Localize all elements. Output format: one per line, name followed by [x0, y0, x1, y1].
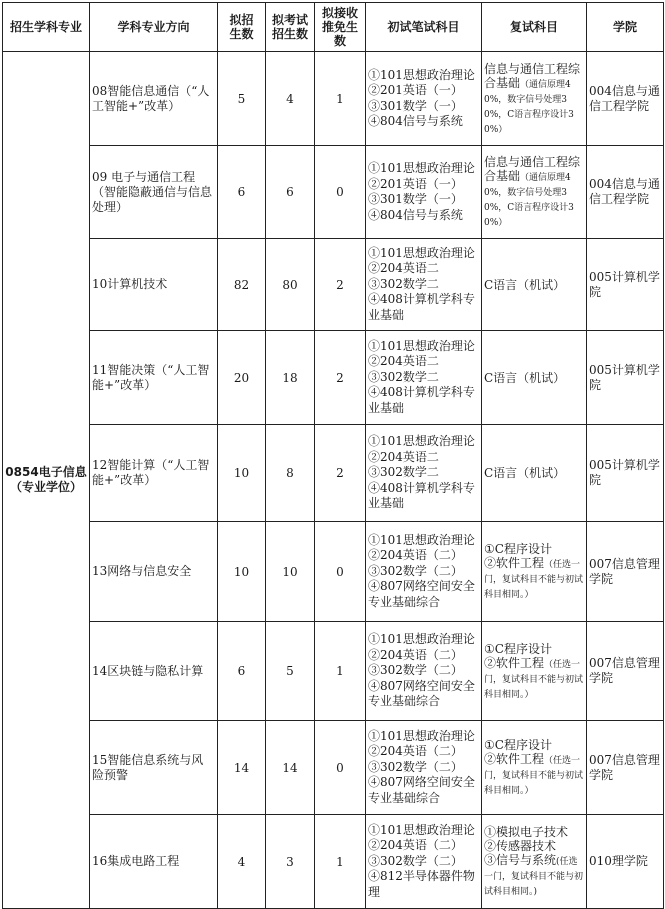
exempt-quota-cell: 2	[315, 425, 366, 522]
retest-cell	[482, 239, 587, 331]
school-cell: 004信息与通信工程学院	[587, 52, 664, 146]
exam-quota-cell: 4	[266, 52, 315, 146]
exam-quota-cell: 80	[266, 239, 315, 331]
retest-note: （通信原理40%，数字信号处理30%，C语言程序设计30%）	[484, 79, 574, 135]
table-row	[3, 239, 664, 331]
exempt-quota-cell: 2	[315, 239, 366, 331]
written-subject: ④807网络空间安全专业基础综合	[368, 775, 475, 805]
written-subjects-cell	[366, 146, 482, 239]
table-row	[3, 522, 664, 622]
school-cell: 010理学院	[587, 815, 664, 909]
school-cell: 007信息管理学院	[587, 522, 664, 622]
retest-note: （任选一门，复试科目不能与初试科目相同。）	[484, 756, 584, 796]
retest-note: （通信原理40%，数字信号处理30%，C语言程序设计30%）	[484, 173, 574, 228]
written-subject: ④812半导体器件物理	[368, 869, 475, 899]
written-subject: ①101思想政治理论	[368, 434, 475, 449]
header-written: 初试笔试科目	[366, 3, 482, 52]
header-major: 招生学科专业	[3, 3, 90, 52]
retest-subject: C语言（机试）	[484, 466, 566, 480]
written-subjects-cell	[366, 52, 482, 146]
retest-subject: 信息与通信工程综合基础	[484, 155, 581, 183]
written-subject: ①101思想政治理论	[368, 532, 475, 547]
retest-cell	[482, 52, 587, 146]
exempt-quota-cell: 2	[315, 331, 366, 425]
written-subject: ④804信号与系统	[368, 207, 463, 222]
retest-note: (任选一门，复试科目不能与初试科目相同。)	[484, 857, 584, 897]
written-subject: ④807网络空间安全专业基础综合	[368, 579, 475, 609]
written-subject: ③302数学二	[368, 276, 439, 291]
written-subject: ③302数学（二）	[368, 563, 463, 578]
written-subject: ④804信号与系统	[368, 114, 463, 128]
table-row	[3, 425, 664, 522]
retest-cell	[482, 721, 587, 815]
written-subject: ②201英语（一）	[368, 83, 463, 97]
exempt-quota-cell: 1	[315, 815, 366, 909]
written-subjects-cell	[366, 721, 482, 815]
retest-cell	[482, 622, 587, 721]
table-row	[3, 331, 664, 425]
header-school: 学院	[587, 3, 664, 52]
school-cell: 007信息管理学院	[587, 721, 664, 815]
direction-cell: 15智能信息系统与风险预警	[90, 721, 218, 815]
written-subject: ③302数学（二）	[368, 759, 463, 774]
planned-cell: 6	[218, 146, 266, 239]
header-exempt-quota: 拟接收 推免生 数	[315, 3, 366, 52]
retest-subject: 信息与通信工程综合基础	[484, 61, 581, 90]
planned-cell: 10	[218, 425, 266, 522]
school-cell: 005计算机学院	[587, 425, 664, 522]
retest-cell	[482, 146, 587, 239]
written-subject: ①101思想政治理论	[368, 161, 475, 175]
exam-quota-cell: 18	[266, 331, 315, 425]
table-body	[3, 52, 664, 909]
written-subject: ③302数学二	[368, 369, 439, 384]
written-subject: ②204英语（二）	[368, 647, 463, 662]
written-subject: ③302数学（二）	[368, 853, 463, 868]
admissions-table	[2, 2, 664, 909]
written-subjects-cell	[366, 815, 482, 909]
retest-subject: ①模拟电子技术 ②传感器技术 ③信号与系统	[484, 825, 569, 867]
planned-cell: 5	[218, 52, 266, 146]
direction-cell: 10计算机技术	[90, 239, 218, 331]
written-subjects-cell	[366, 425, 482, 522]
written-subject: ③301数学（一）	[368, 98, 463, 113]
direction-cell: 14区块链与隐私计算	[90, 622, 218, 721]
written-subjects-cell	[366, 331, 482, 425]
exempt-quota-cell: 0	[315, 721, 366, 815]
exam-quota-cell: 3	[266, 815, 315, 909]
written-subject: ④408计算机学科专业基础	[368, 385, 475, 415]
exempt-quota-cell: 0	[315, 146, 366, 239]
school-cell: 007信息管理学院	[587, 622, 664, 721]
written-subject: ③302数学二	[368, 465, 439, 480]
written-subject: ②204英语（二）	[368, 838, 463, 853]
table-row	[3, 52, 664, 146]
written-subject: ①101思想政治理论	[368, 632, 475, 647]
school-cell: 005计算机学院	[587, 239, 664, 331]
direction-cell: 11智能决策（“人工智能+”改革）	[90, 331, 218, 425]
header-planned: 拟招 生数	[218, 3, 266, 52]
planned-cell: 20	[218, 331, 266, 425]
exam-quota-cell: 5	[266, 622, 315, 721]
table-row	[3, 721, 664, 815]
retest-note: （任选一门，复试科目不能与初试科目相同。）	[484, 560, 584, 600]
exam-quota-cell: 6	[266, 146, 315, 239]
table-row	[3, 146, 664, 239]
header-row	[3, 3, 664, 52]
direction-cell: 08智能信息通信（“人工智能+”改革）	[90, 52, 218, 146]
written-subject: ①101思想政治理论	[368, 338, 475, 353]
header-retest: 复试科目	[482, 3, 587, 52]
planned-cell: 10	[218, 522, 266, 622]
exempt-quota-cell: 1	[315, 52, 366, 146]
retest-subject: C语言（机试）	[484, 370, 566, 385]
written-subject: ②204英语（二）	[368, 744, 463, 759]
written-subject: ④408计算机学科专业基础	[368, 292, 475, 322]
written-subject: ②204英语（二）	[368, 548, 463, 563]
written-subject: ②204英语二	[368, 261, 439, 276]
written-subject: ③301数学（一）	[368, 192, 463, 206]
written-subjects-cell	[366, 622, 482, 721]
written-subject: ①101思想政治理论	[368, 245, 475, 260]
header-direction: 学科专业方向	[90, 3, 218, 52]
header-exam-quota: 拟考试 招生数	[266, 3, 315, 52]
retest-cell	[482, 522, 587, 622]
written-subject: ③302数学（二）	[368, 663, 463, 678]
written-subject: ②201英语（一）	[368, 176, 463, 191]
exam-quota-cell: 14	[266, 721, 315, 815]
direction-cell: 12智能计算（“人工智能+”改革）	[90, 425, 218, 522]
retest-cell	[482, 815, 587, 909]
table-row	[3, 815, 664, 909]
retest-subject: ①C程序设计 ②软件工程	[484, 641, 552, 670]
planned-cell: 6	[218, 622, 266, 721]
written-subject: ①101思想政治理论	[368, 67, 475, 82]
school-cell: 005计算机学院	[587, 331, 664, 425]
retest-subject: C语言（机试）	[484, 277, 566, 292]
planned-cell: 82	[218, 239, 266, 331]
retest-cell	[482, 331, 587, 425]
written-subject: ④408计算机学科专业基础	[368, 480, 475, 511]
retest-subject: ①C程序设计 ②软件工程	[484, 738, 552, 766]
retest-subject: ①C程序设计 ②软件工程	[484, 542, 552, 570]
written-subject: ②204英语二	[368, 354, 439, 369]
retest-note: （任选一门，复试科目不能与初试科目相同。）	[484, 659, 584, 700]
exam-quota-cell: 10	[266, 522, 315, 622]
planned-cell: 14	[218, 721, 266, 815]
direction-cell: 16集成电路工程	[90, 815, 218, 909]
written-subjects-cell	[366, 239, 482, 331]
direction-cell: 13网络与信息安全	[90, 522, 218, 622]
exempt-quota-cell: 1	[315, 622, 366, 721]
direction-cell: 09 电子与通信工程（智能隐蔽通信与信息处理）	[90, 146, 218, 239]
retest-cell	[482, 425, 587, 522]
written-subject: ④807网络空间安全专业基础综合	[368, 678, 475, 709]
table-row	[3, 622, 664, 721]
written-subjects-cell	[366, 522, 482, 622]
written-subject: ②204英语二	[368, 449, 439, 464]
exam-quota-cell: 8	[266, 425, 315, 522]
written-subject: ①101思想政治理论	[368, 822, 475, 837]
major-name: 0854电子信息 （专业学位）	[3, 52, 90, 909]
exempt-quota-cell: 0	[315, 522, 366, 622]
planned-cell: 4	[218, 815, 266, 909]
school-cell: 004信息与通信工程学院	[587, 146, 664, 239]
written-subject: ①101思想政治理论	[368, 728, 475, 743]
